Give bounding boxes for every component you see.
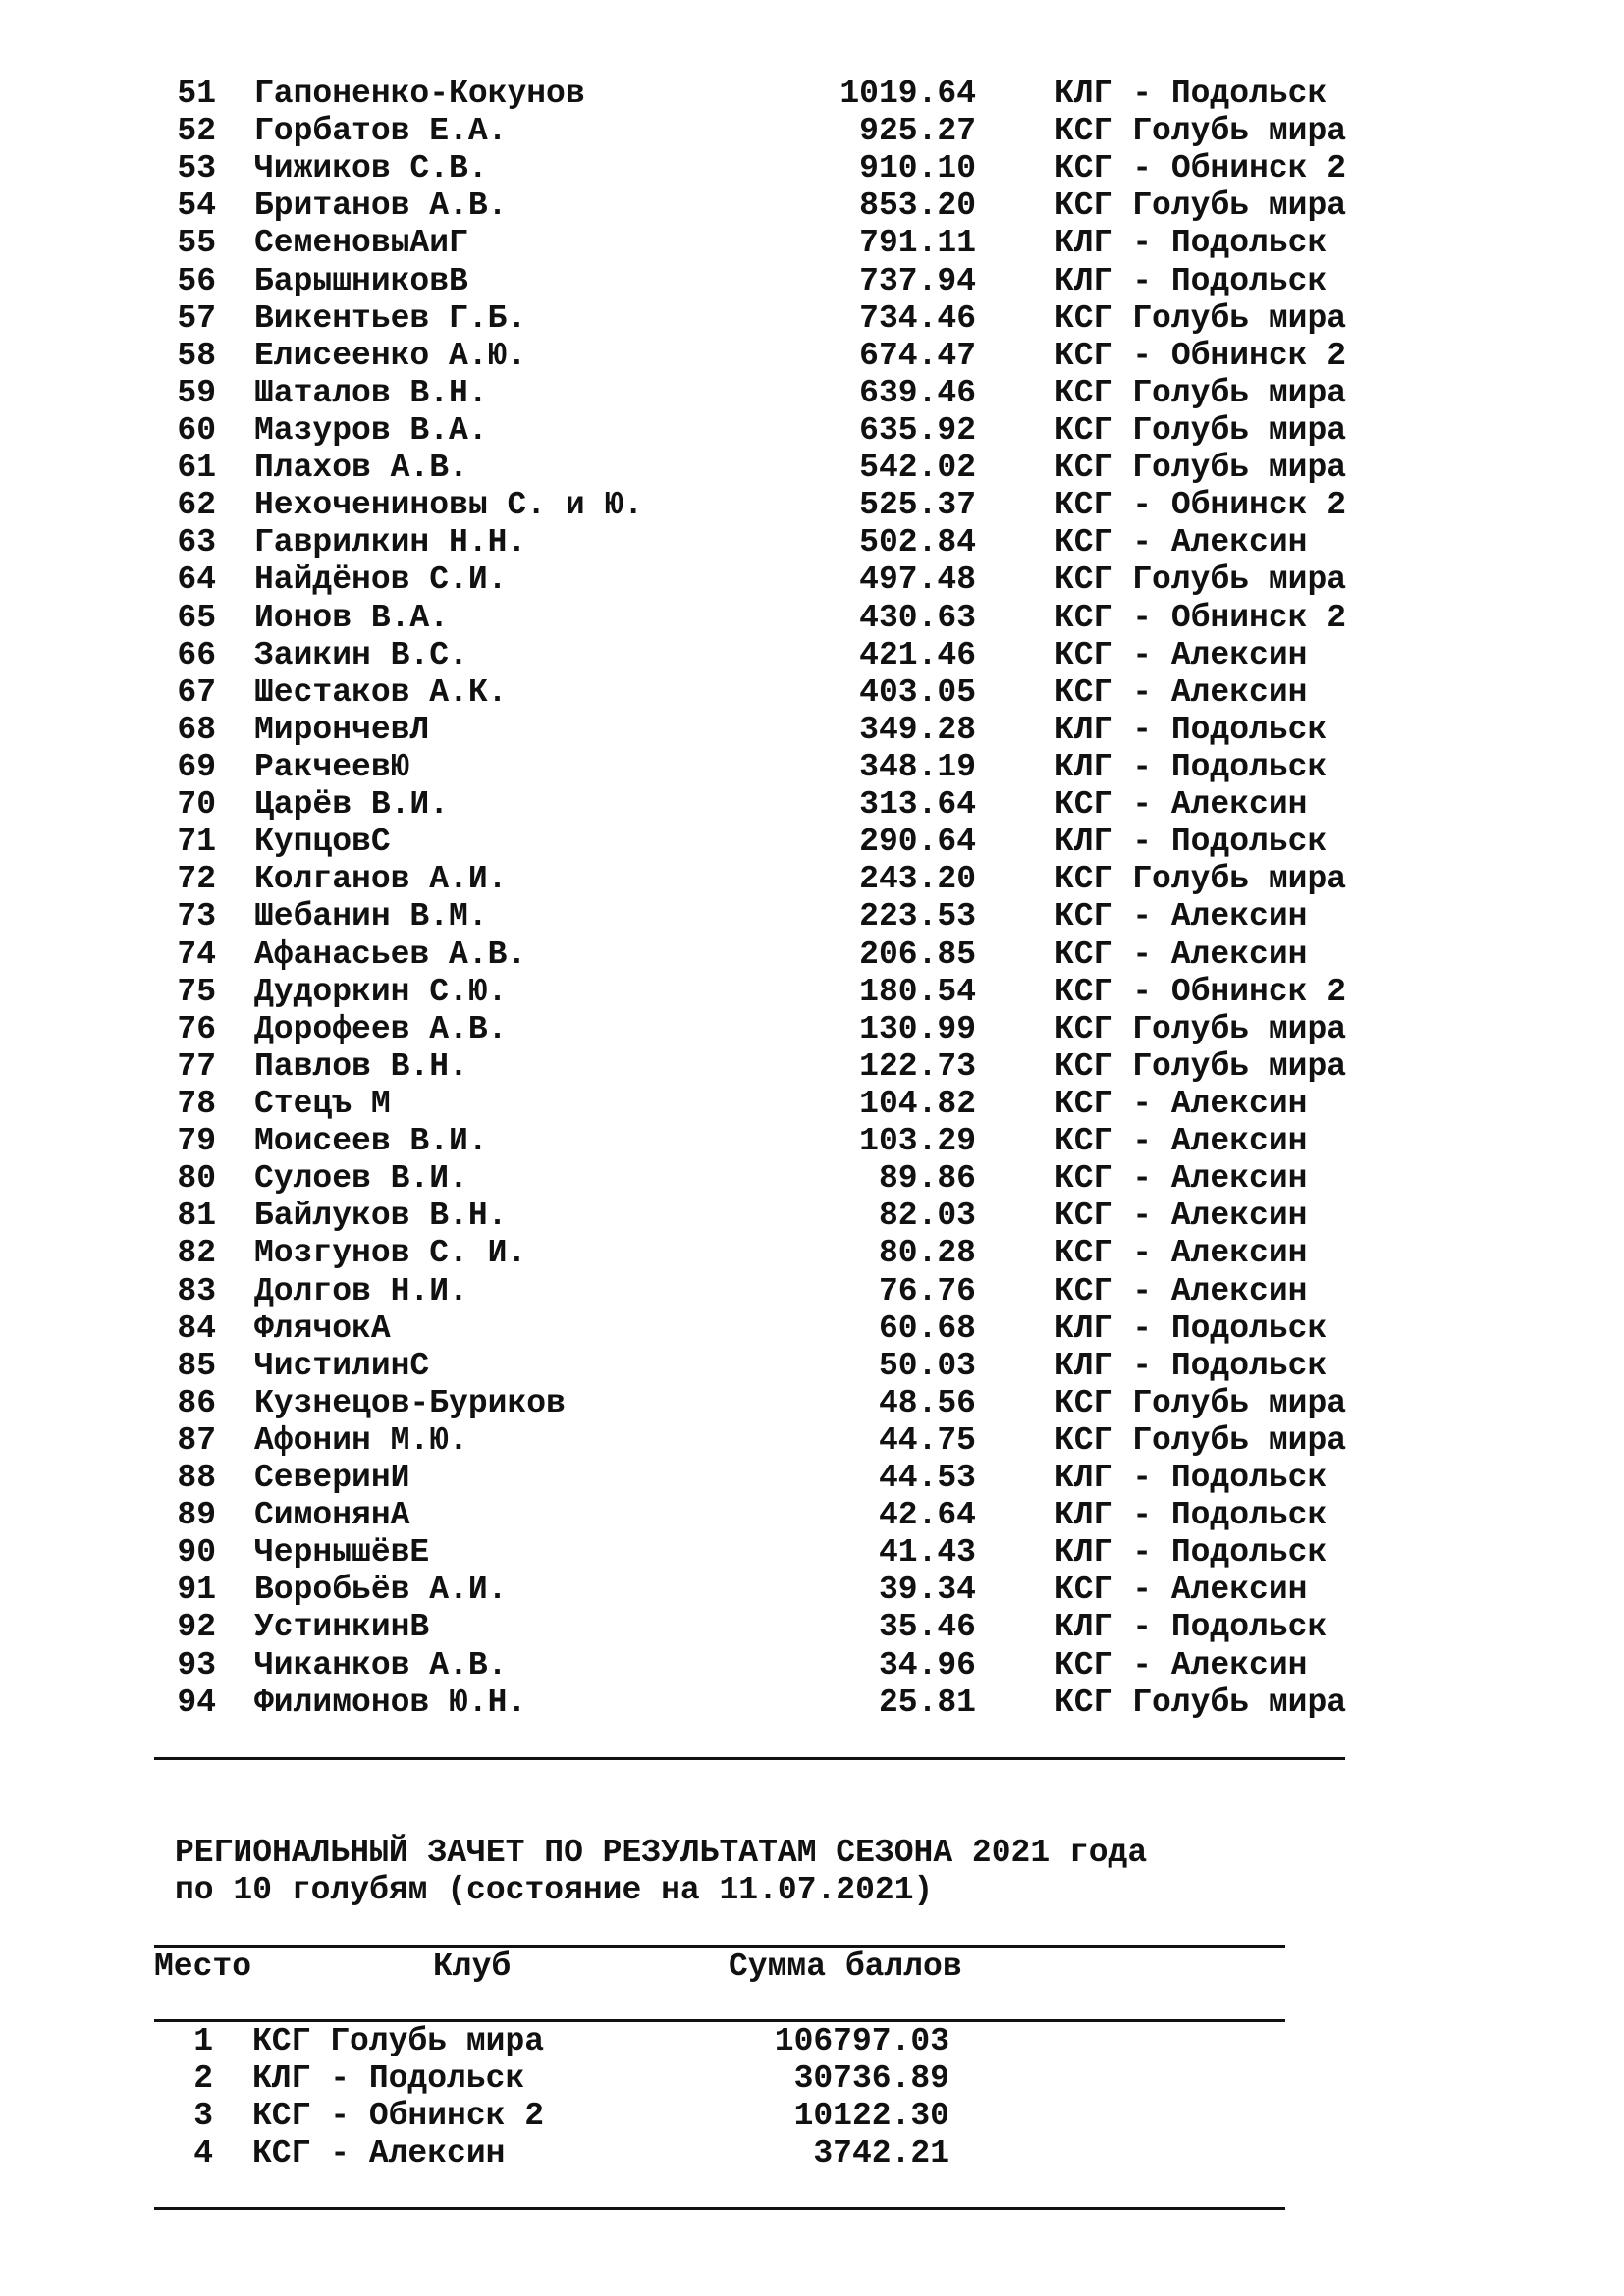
standings-name: ЧистилинС [254,1347,430,1384]
standings-row [157,898,1346,935]
standings-score: 44.53 [878,1460,976,1497]
standings-name: Сулоев В.И. [254,1160,468,1198]
standings-club: КСГ - Алексин [1055,636,1308,673]
standings-name: Британов А.В. [254,187,508,225]
standings-score: 497.48 [859,561,976,599]
header-sum: Сумма баллов [729,1949,962,1985]
standings-name: Нехочениновы С. и Ю. [254,487,644,524]
regional-place: 1 [193,2023,213,2059]
standings-score: 76.76 [878,1272,976,1309]
standings-club: КСГ - Алексин [1055,1085,1308,1122]
standings-place: 69 [177,748,216,785]
regional-club: КСГ Голубь мира [252,2023,545,2059]
standings-club: КСГ Голубь мира [1055,561,1347,599]
standings-name: ФлячокА [254,1309,391,1347]
standings-club: КЛГ - Подольск [1055,76,1327,112]
standings-place: 86 [177,1384,216,1421]
regional-row [154,2098,949,2135]
standings-name: Стецъ М [254,1085,391,1122]
standings-place: 61 [177,450,216,487]
standings-place: 72 [177,861,216,898]
regional-place: 3 [193,2098,213,2134]
standings-name: БарышниковВ [254,262,468,299]
standings-club: КСГ - Обнинск 2 [1055,337,1347,374]
regional-sum: 106797.03 [774,2023,949,2059]
standings-score: 35.46 [878,1609,976,1646]
standings-name: Кузнецов-Буриков [254,1384,566,1421]
standings-row [157,936,1346,974]
standings-club: КСГ Голубь мира [1055,450,1347,487]
standings-club: КСГ - Алексин [1055,1235,1308,1272]
standings-row [157,1123,1346,1160]
standings-name: Мазуров В.А. [254,411,488,449]
standings-place: 92 [177,1609,216,1646]
standings-score: 430.63 [859,599,976,636]
standings-club: КСГ Голубь мира [1055,1384,1347,1421]
standings-row [157,113,1346,150]
standings-name: СеменовыАиГ [254,225,468,262]
standings-club: КЛГ - Подольск [1055,748,1327,785]
standings-score: 89.86 [878,1160,976,1198]
standings-club: КСГ Голубь мира [1055,299,1347,337]
standings-club: КЛГ - Подольск [1055,1609,1327,1646]
standings-name: Дорофеев А.В. [254,1010,508,1047]
standings-score: 103.29 [859,1123,976,1160]
standings-club: КЛГ - Подольск [1055,1534,1327,1572]
standings-club: КЛГ - Подольск [1055,1497,1327,1534]
standings-score: 635.92 [859,411,976,449]
divider-header-bottom [154,2019,1285,2022]
standings-list [157,76,1346,1722]
standings-place: 64 [177,561,216,599]
standings-name: Шестаков А.К. [254,673,508,711]
standings-club: КЛГ - Подольск [1055,1347,1327,1384]
standings-place: 83 [177,1272,216,1309]
standings-club: КЛГ - Подольск [1055,1460,1327,1497]
standings-row [157,187,1346,225]
standings-club: КСГ - Обнинск 2 [1055,487,1347,524]
standings-row [157,487,1346,524]
standings-row [157,1011,1346,1048]
standings-row [157,1647,1346,1684]
standings-row [157,1310,1346,1348]
standings-score: 44.75 [878,1421,976,1459]
standings-score: 290.64 [859,824,976,861]
standings-row [157,824,1346,861]
standings-name: Афонин М.Ю. [254,1421,468,1459]
standings-row [157,974,1346,1011]
standings-club: КСГ - Алексин [1055,1198,1308,1235]
standings-name: Долгов Н.И. [254,1272,468,1309]
standings-score: 80.28 [878,1235,976,1272]
standings-club: КСГ Голубь мира [1055,1010,1347,1047]
regional-sum: 10122.30 [793,2098,949,2134]
standings-score: 223.53 [859,898,976,935]
standings-place: 60 [177,411,216,449]
standings-name: Байлуков В.Н. [254,1198,508,1235]
standings-score: 421.46 [859,636,976,673]
standings-score: 349.28 [859,711,976,748]
standings-place: 55 [177,225,216,262]
standings-name: Гаврилкин Н.Н. [254,524,527,561]
standings-place: 54 [177,187,216,225]
standings-place: 67 [177,673,216,711]
standings-place: 57 [177,299,216,337]
standings-place: 88 [177,1460,216,1497]
standings-club: КСГ - Обнинск 2 [1055,973,1347,1010]
standings-row [157,637,1346,674]
standings-row [157,1422,1346,1460]
standings-name: Воробьёв А.И. [254,1572,508,1609]
standings-name: Викентьев Г.Б. [254,299,527,337]
standings-club: КСГ - Обнинск 2 [1055,599,1347,636]
standings-name: КупцовС [254,824,391,861]
standings-name: Чижиков С.В. [254,150,488,187]
standings-club: КЛГ - Подольск [1055,711,1327,748]
standings-row [157,375,1346,412]
standings-club: КСГ - Алексин [1055,673,1308,711]
standings-club: КСГ - Алексин [1055,1160,1308,1198]
standings-place: 90 [177,1534,216,1572]
standings-club: КСГ Голубь мира [1055,1421,1347,1459]
standings-name: Чиканков А.В. [254,1646,508,1683]
standings-row [157,1684,1346,1722]
standings-row [157,749,1346,786]
standings-score: 403.05 [859,673,976,711]
standings-name: Плахов А.В. [254,450,468,487]
standings-place: 52 [177,113,216,150]
standings-name: Заикин В.С. [254,636,468,673]
standings-name: Афанасьев А.В. [254,935,527,973]
standings-row [157,861,1346,898]
standings-club: КСГ Голубь мира [1055,861,1347,898]
standings-club: КСГ - Алексин [1055,935,1308,973]
standings-score: 122.73 [859,1047,976,1085]
standings-place: 70 [177,786,216,824]
standings-row [157,1198,1346,1235]
standings-row [157,561,1346,599]
header-place: Место [154,1949,252,1985]
standings-club: КСГ - Алексин [1055,898,1308,935]
divider-table-bottom [154,2207,1285,2210]
standings-name: Колганов А.И. [254,861,508,898]
standings-name: СимонянА [254,1497,410,1534]
standings-club: КЛГ - Подольск [1055,824,1327,861]
standings-name: РакчеевЮ [254,748,410,785]
regional-club: КЛГ - Подольск [252,2060,525,2097]
standings-club: КСГ Голубь мира [1055,374,1347,411]
standings-score: 1019.64 [839,76,976,112]
regional-club: КСГ - Алексин [252,2135,506,2171]
standings-score: 42.64 [878,1497,976,1534]
standings-name: МирончевЛ [254,711,430,748]
standings-row [157,1086,1346,1123]
standings-club: КСГ Голубь мира [1055,1047,1347,1085]
standings-place: 81 [177,1198,216,1235]
regional-sum: 30736.89 [793,2060,949,2097]
standings-row [157,1385,1346,1422]
standings-place: 91 [177,1572,216,1609]
standings-row [157,300,1346,338]
regional-title-line-1: РЕГИОНАЛЬНЫЙ ЗАЧЕТ ПО РЕЗУЛЬТАТАМ СЕЗОНА 2021 года [175,1835,1148,1871]
standings-place: 76 [177,1010,216,1047]
standings-club: КСГ Голубь мира [1055,113,1347,150]
standings-score: 48.56 [878,1384,976,1421]
standings-place: 68 [177,711,216,748]
standings-row [157,225,1346,262]
standings-score: 791.11 [859,225,976,262]
standings-club: КСГ Голубь мира [1055,1683,1347,1721]
standings-score: 313.64 [859,786,976,824]
standings-score: 348.19 [859,748,976,785]
standings-place: 74 [177,935,216,973]
standings-place: 73 [177,898,216,935]
standings-place: 65 [177,599,216,636]
standings-club: КЛГ - Подольск [1055,1309,1327,1347]
standings-score: 502.84 [859,524,976,561]
standings-name: Шаталов В.Н. [254,374,488,411]
standings-club: КСГ - Алексин [1055,1272,1308,1309]
divider-standings-end [154,1757,1345,1760]
standings-score: 910.10 [859,150,976,187]
standings-score: 34.96 [878,1646,976,1683]
standings-place: 59 [177,374,216,411]
standings-club: КСГ - Алексин [1055,524,1308,561]
standings-score: 82.03 [878,1198,976,1235]
standings-place: 66 [177,636,216,673]
standings-place: 78 [177,1085,216,1122]
standings-place: 75 [177,973,216,1010]
standings-score: 130.99 [859,1010,976,1047]
standings-club: КСГ - Алексин [1055,1646,1308,1683]
standings-score: 737.94 [859,262,976,299]
regional-place: 4 [193,2135,213,2171]
standings-row [157,1160,1346,1198]
standings-score: 50.03 [878,1347,976,1384]
regional-place: 2 [193,2060,213,2097]
standings-score: 243.20 [859,861,976,898]
standings-score: 639.46 [859,374,976,411]
standings-place: 53 [177,150,216,187]
standings-club: КСГ Голубь мира [1055,187,1347,225]
standings-club: КСГ Голубь мира [1055,411,1347,449]
standings-name: Моисеев В.И. [254,1123,488,1160]
standings-name: Гапоненко-Кокунов [254,76,585,112]
standings-name: УстинкинВ [254,1609,430,1646]
standings-club: КЛГ - Подольск [1055,262,1327,299]
regional-table-body [154,2023,949,2172]
standings-place: 71 [177,824,216,861]
standings-score: 853.20 [859,187,976,225]
standings-place: 87 [177,1421,216,1459]
standings-place: 82 [177,1235,216,1272]
standings-row [157,450,1346,487]
standings-row [157,524,1346,561]
standings-name: Елисеенко А.Ю. [254,337,527,374]
regional-row [154,2060,949,2098]
standings-score: 674.47 [859,337,976,374]
standings-score: 180.54 [859,973,976,1010]
standings-score: 41.43 [878,1534,976,1572]
standings-name: ЧернышёвЕ [254,1534,430,1572]
standings-row [157,786,1346,824]
standings-score: 525.37 [859,487,976,524]
standings-score: 104.82 [859,1085,976,1122]
standings-score: 734.46 [859,299,976,337]
standings-score: 925.27 [859,113,976,150]
standings-place: 63 [177,524,216,561]
regional-row [154,2023,949,2060]
standings-club: КСГ - Алексин [1055,1123,1308,1160]
standings-place: 58 [177,337,216,374]
standings-row [157,1534,1346,1572]
standings-row [157,674,1346,712]
standings-score: 206.85 [859,935,976,973]
standings-row [157,412,1346,450]
header-club: Клуб [433,1949,512,1985]
standings-row [157,263,1346,300]
standings-place: 94 [177,1683,216,1721]
standings-place: 56 [177,262,216,299]
standings-row [157,1609,1346,1646]
standings-club: КЛГ - Подольск [1055,225,1327,262]
standings-club: КСГ - Алексин [1055,1572,1308,1609]
standings-score: 39.34 [878,1572,976,1609]
standings-place: 77 [177,1047,216,1085]
standings-place: 62 [177,487,216,524]
standings-name: Горбатов Е.А. [254,113,508,150]
standings-name: Павлов В.Н. [254,1047,468,1085]
divider-table-top [154,1945,1285,1948]
standings-name: Мозгунов С. И. [254,1235,527,1272]
standings-row [157,150,1346,187]
standings-name: Филимонов Ю.Н. [254,1683,527,1721]
standings-place: 89 [177,1497,216,1534]
standings-place: 93 [177,1646,216,1683]
standings-score: 25.81 [878,1683,976,1721]
standings-score: 60.68 [878,1309,976,1347]
regional-title-line-2: по 10 голубям (состояние на 11.07.2021) [175,1872,934,1908]
standings-row [157,600,1346,637]
standings-place: 80 [177,1160,216,1198]
standings-name: Найдёнов С.И. [254,561,508,599]
standings-row [157,1273,1346,1310]
standings-name: Шебанин В.М. [254,898,488,935]
standings-place: 79 [177,1123,216,1160]
standings-club: КСГ - Алексин [1055,786,1308,824]
standings-row [157,76,1346,113]
standings-place: 84 [177,1309,216,1347]
standings-row [157,1348,1346,1385]
regional-row [154,2135,949,2172]
standings-name: Ионов В.А. [254,599,450,636]
standings-place: 85 [177,1347,216,1384]
standings-name: СеверинИ [254,1460,410,1497]
standings-club: КСГ - Обнинск 2 [1055,150,1347,187]
regional-title [175,1835,1147,1909]
standings-row [157,1497,1346,1534]
standings-score: 542.02 [859,450,976,487]
standings-row [157,338,1346,375]
regional-sum: 3742.21 [813,2135,949,2171]
regional-club: КСГ - Обнинск 2 [252,2098,545,2134]
standings-row [157,1235,1346,1272]
standings-row [157,1048,1346,1086]
standings-row [157,1460,1346,1497]
standings-row [157,1572,1346,1609]
standings-name: Дудоркин С.Ю. [254,973,508,1010]
standings-place: 51 [177,76,216,112]
standings-row [157,712,1346,749]
standings-name: Царёв В.И. [254,786,450,824]
